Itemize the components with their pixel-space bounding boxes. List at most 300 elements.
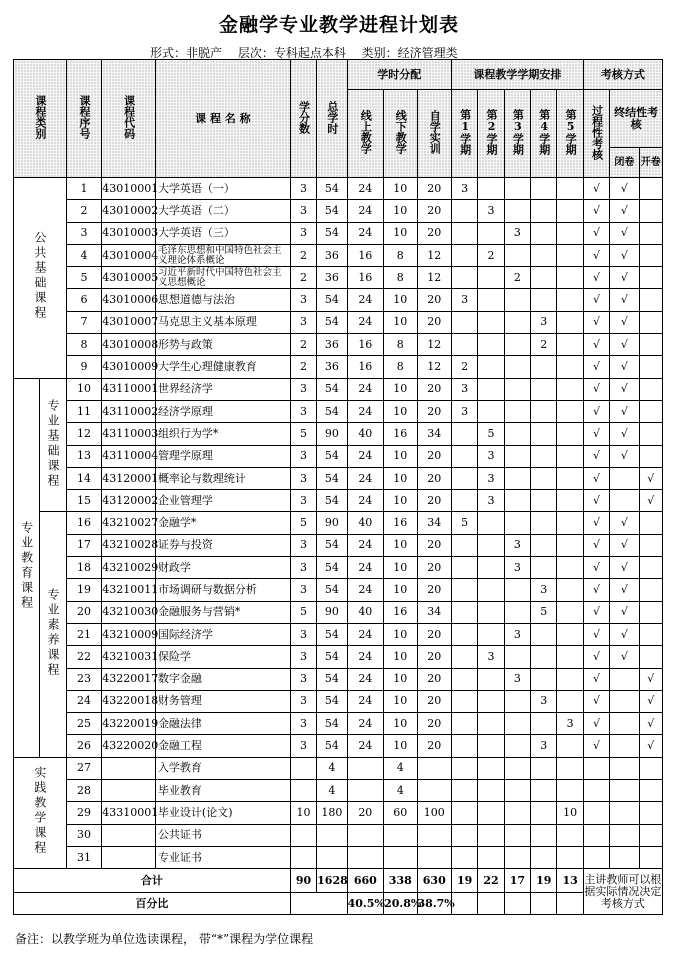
- course-sem3: [504, 690, 530, 712]
- course-sem5: [557, 445, 583, 467]
- course-sem4: [531, 200, 557, 222]
- course-seq: 16: [66, 512, 101, 534]
- course-sem3: [504, 244, 530, 266]
- course-credit: 3: [290, 646, 316, 668]
- course-sem1: [451, 623, 477, 645]
- course-sem5: 3: [557, 713, 583, 735]
- course-online-hours: 24: [347, 557, 384, 579]
- course-code: 43210030: [102, 601, 156, 623]
- course-sem1: [451, 423, 477, 445]
- course-offline-hours: 10: [384, 557, 417, 579]
- course-open-exam: [639, 601, 662, 623]
- course-name: 毕业设计(论文): [155, 802, 290, 824]
- course-sem3: [504, 780, 530, 802]
- course-sem1: [451, 802, 477, 824]
- course-code: 43010004: [102, 244, 156, 266]
- course-seq: 31: [66, 846, 101, 868]
- course-sem5: [557, 311, 583, 333]
- course-sem3: [504, 400, 530, 422]
- course-open-exam: [639, 222, 662, 244]
- course-sem3: [504, 846, 530, 868]
- course-credit: 3: [290, 200, 316, 222]
- course-sem4: [531, 467, 557, 489]
- course-process-exam: [583, 757, 609, 779]
- course-seq: 9: [66, 356, 101, 378]
- course-sem4: [531, 445, 557, 467]
- course-offline-hours: 10: [384, 289, 417, 311]
- course-hours: 54: [317, 646, 347, 668]
- course-name: 证券与投资: [155, 534, 290, 556]
- header-sem3: 第3学期: [504, 90, 530, 178]
- course-name: 财政学: [155, 557, 290, 579]
- course-open-exam: [639, 557, 662, 579]
- course-offline-hours: 10: [384, 713, 417, 735]
- course-closed-exam: [610, 824, 639, 846]
- course-sem4: [531, 780, 557, 802]
- course-process-exam: √: [583, 244, 609, 266]
- header-credits: 学分数: [290, 60, 316, 178]
- table-row: [14, 356, 663, 378]
- course-hours: 54: [317, 579, 347, 601]
- table-row: [14, 512, 663, 534]
- course-name: 国际经济学: [155, 623, 290, 645]
- course-closed-exam: √: [610, 334, 639, 356]
- course-code: 43010003: [102, 222, 156, 244]
- course-sem2: [478, 557, 504, 579]
- course-sem2: [478, 802, 504, 824]
- course-code: 43310001: [102, 802, 156, 824]
- course-sem4: [531, 713, 557, 735]
- course-code: 43210029: [102, 557, 156, 579]
- course-closed-exam: [610, 490, 639, 512]
- course-sem5: [557, 690, 583, 712]
- course-process-exam: √: [583, 668, 609, 690]
- course-hours: 180: [317, 802, 347, 824]
- course-name: 毛泽东思想和中国特色社会主义理论体系概论: [155, 244, 290, 266]
- course-offline-hours: 10: [384, 445, 417, 467]
- course-name: 毕业教育: [155, 780, 290, 802]
- subtitle: 形式：非脱产 层次：专科起点本科 类别：经济管理类: [150, 46, 458, 60]
- course-name: 数字金融: [155, 668, 290, 690]
- course-online-hours: 24: [347, 579, 384, 601]
- course-self-hours: 12: [417, 356, 451, 378]
- course-name: 公共证书: [155, 824, 290, 846]
- course-self-hours: [417, 824, 451, 846]
- course-sem5: [557, 423, 583, 445]
- course-code: 43110001: [102, 378, 156, 400]
- course-sem2: [478, 713, 504, 735]
- course-hours: 90: [317, 512, 347, 534]
- course-online-hours: 24: [347, 400, 384, 422]
- course-sem2: [478, 400, 504, 422]
- course-sem5: [557, 646, 583, 668]
- course-sem1: [451, 311, 477, 333]
- course-closed-exam: √: [610, 579, 639, 601]
- course-process-exam: √: [583, 534, 609, 556]
- course-online-hours: 24: [347, 490, 384, 512]
- course-process-exam: √: [583, 267, 609, 289]
- course-sem3: [504, 200, 530, 222]
- course-seq: 11: [66, 400, 101, 422]
- course-credit: 5: [290, 423, 316, 445]
- course-self-hours: 20: [417, 490, 451, 512]
- course-open-exam: [639, 289, 662, 311]
- course-sem1: 3: [451, 178, 477, 200]
- category-prof-quality-label: 专业素养课程: [46, 588, 61, 679]
- course-hours: 54: [317, 690, 347, 712]
- table-row: [14, 178, 663, 200]
- course-self-hours: 20: [417, 178, 451, 200]
- course-sem1: 2: [451, 356, 477, 378]
- course-code: [102, 757, 156, 779]
- course-sem4: [531, 400, 557, 422]
- course-name: 世界经济学: [155, 378, 290, 400]
- course-process-exam: [583, 780, 609, 802]
- table-row: [14, 378, 663, 400]
- course-sem3: [504, 289, 530, 311]
- course-sem3: [504, 713, 530, 735]
- course-process-exam: √: [583, 467, 609, 489]
- course-credit: 2: [290, 244, 316, 266]
- course-seq: 27: [66, 757, 101, 779]
- course-process-exam: √: [583, 623, 609, 645]
- course-process-exam: √: [583, 601, 609, 623]
- course-closed-exam: √: [610, 289, 639, 311]
- course-credit: [290, 780, 316, 802]
- course-online-hours: 24: [347, 623, 384, 645]
- course-sem2: [478, 378, 504, 400]
- course-sem3: [504, 178, 530, 200]
- course-hours: 54: [317, 200, 347, 222]
- course-sem2: [478, 512, 504, 534]
- percent-sem1-blank: [451, 893, 477, 915]
- course-code: 43110002: [102, 400, 156, 422]
- course-hours: 54: [317, 289, 347, 311]
- course-offline-hours: 4: [384, 757, 417, 779]
- course-name: 大学英语（二）: [155, 200, 290, 222]
- course-self-hours: 20: [417, 713, 451, 735]
- course-hours: [317, 846, 347, 868]
- course-sem2: [478, 311, 504, 333]
- course-sem3: 3: [504, 623, 530, 645]
- course-sem1: [451, 534, 477, 556]
- course-closed-exam: [610, 690, 639, 712]
- course-rows: [14, 178, 663, 915]
- course-name: 组织行为学*: [155, 423, 290, 445]
- course-credit: 3: [290, 668, 316, 690]
- course-sem4: [531, 289, 557, 311]
- course-sem5: [557, 267, 583, 289]
- course-sem5: [557, 467, 583, 489]
- course-code: 43210009: [102, 623, 156, 645]
- course-process-exam: √: [583, 334, 609, 356]
- course-sem1: [451, 646, 477, 668]
- course-sem4: [531, 646, 557, 668]
- course-online-hours: 24: [347, 735, 384, 757]
- course-sem3: [504, 512, 530, 534]
- course-code: 43010007: [102, 311, 156, 333]
- course-process-exam: √: [583, 178, 609, 200]
- course-hours: 90: [317, 423, 347, 445]
- course-hours: 54: [317, 668, 347, 690]
- course-sem2: [478, 690, 504, 712]
- course-online-hours: 16: [347, 356, 384, 378]
- course-sem5: [557, 780, 583, 802]
- course-closed-exam: √: [610, 601, 639, 623]
- course-name: 金融服务与营销*: [155, 601, 290, 623]
- course-open-exam: [639, 244, 662, 266]
- course-self-hours: 20: [417, 378, 451, 400]
- table-row: [14, 200, 663, 222]
- course-offline-hours: 10: [384, 378, 417, 400]
- course-credit: 3: [290, 178, 316, 200]
- course-name: 入学教育: [155, 757, 290, 779]
- course-self-hours: 20: [417, 735, 451, 757]
- course-process-exam: √: [583, 222, 609, 244]
- course-sem5: [557, 512, 583, 534]
- course-sem5: [557, 846, 583, 868]
- course-seq: 30: [66, 824, 101, 846]
- table-row: [14, 713, 663, 735]
- course-self-hours: 20: [417, 467, 451, 489]
- course-sem4: [531, 222, 557, 244]
- course-self-hours: 12: [417, 334, 451, 356]
- table-row: [14, 490, 663, 512]
- table-row: [14, 467, 663, 489]
- course-process-exam: √: [583, 557, 609, 579]
- course-sem1: [451, 780, 477, 802]
- course-sem1: [451, 445, 477, 467]
- course-self-hours: 20: [417, 289, 451, 311]
- course-online-hours: 24: [347, 713, 384, 735]
- course-code: 43010009: [102, 356, 156, 378]
- course-code: 43010005: [102, 267, 156, 289]
- percent-blank: [290, 893, 347, 915]
- course-open-exam: √: [639, 713, 662, 735]
- course-name: 专业证书: [155, 846, 290, 868]
- course-process-exam: √: [583, 490, 609, 512]
- course-online-hours: 24: [347, 200, 384, 222]
- category-practice: [14, 757, 67, 868]
- header-sem1: 第1学期: [451, 90, 477, 178]
- category-prof-basic: [40, 378, 66, 512]
- course-name: 财务管理: [155, 690, 290, 712]
- course-sem4: 3: [531, 311, 557, 333]
- course-sem3: [504, 378, 530, 400]
- category-prof-quality: [40, 512, 66, 757]
- course-credit: 3: [290, 445, 316, 467]
- course-sem5: [557, 334, 583, 356]
- course-open-exam: [639, 512, 662, 534]
- course-self-hours: 20: [417, 311, 451, 333]
- course-sem4: [531, 378, 557, 400]
- course-credit: 3: [290, 735, 316, 757]
- totals-credits: 90: [290, 869, 316, 893]
- course-seq: 29: [66, 802, 101, 824]
- course-offline-hours: [384, 846, 417, 868]
- course-seq: 26: [66, 735, 101, 757]
- course-open-exam: [639, 311, 662, 333]
- percent-row: [14, 893, 663, 915]
- course-name: 概率论与数理统计: [155, 467, 290, 489]
- totals-hours: 1628: [317, 869, 347, 893]
- header-closed: 闭卷: [610, 148, 639, 178]
- course-online-hours: 24: [347, 178, 384, 200]
- course-name: 大学英语（一）: [155, 178, 290, 200]
- table-row: [14, 534, 663, 556]
- course-sem2: [478, 289, 504, 311]
- course-process-exam: √: [583, 356, 609, 378]
- course-credit: 3: [290, 579, 316, 601]
- course-code: 43010008: [102, 334, 156, 356]
- course-offline-hours: 10: [384, 623, 417, 645]
- course-name: 形势与政策: [155, 334, 290, 356]
- course-code: 43010002: [102, 200, 156, 222]
- course-online-hours: 16: [347, 334, 384, 356]
- course-sem3: [504, 824, 530, 846]
- course-credit: 3: [290, 311, 316, 333]
- course-credit: 2: [290, 267, 316, 289]
- page-title: 金融学专业教学进程计划表: [218, 14, 459, 36]
- course-offline-hours: 10: [384, 200, 417, 222]
- table-row: [14, 780, 663, 802]
- course-hours: 54: [317, 713, 347, 735]
- course-offline-hours: 8: [384, 334, 417, 356]
- course-sem5: 10: [557, 802, 583, 824]
- category-professional: [14, 378, 40, 757]
- course-open-exam: [639, 356, 662, 378]
- course-offline-hours: 10: [384, 534, 417, 556]
- course-hours: 36: [317, 356, 347, 378]
- course-credit: 2: [290, 334, 316, 356]
- course-closed-exam: [610, 668, 639, 690]
- course-closed-exam: √: [610, 356, 639, 378]
- course-online-hours: 24: [347, 668, 384, 690]
- course-sem1: 3: [451, 400, 477, 422]
- course-hours: 36: [317, 244, 347, 266]
- course-name: 思想道德与法治: [155, 289, 290, 311]
- header-code: 课程代码: [102, 60, 156, 178]
- course-self-hours: 34: [417, 512, 451, 534]
- header-process: 过程性考核: [583, 90, 609, 178]
- table-row: [14, 646, 663, 668]
- totals-online: 660: [347, 869, 384, 893]
- course-self-hours: [417, 846, 451, 868]
- category-practice-label: 实践教学课程: [32, 766, 47, 857]
- course-closed-exam: [610, 846, 639, 868]
- table-row: [14, 802, 663, 824]
- header-hours-group: 学时分配: [347, 60, 451, 90]
- course-seq: 8: [66, 334, 101, 356]
- course-process-exam: √: [583, 579, 609, 601]
- course-credit: 10: [290, 802, 316, 824]
- course-code: 43120001: [102, 467, 156, 489]
- totals-offline: 338: [384, 869, 417, 893]
- course-name: 金融学*: [155, 512, 290, 534]
- course-credit: [290, 824, 316, 846]
- course-online-hours: 24: [347, 289, 384, 311]
- course-sem4: 3: [531, 690, 557, 712]
- totals-label: 合计: [14, 869, 291, 893]
- course-closed-exam: [610, 735, 639, 757]
- course-seq: 12: [66, 423, 101, 445]
- course-credit: 2: [290, 356, 316, 378]
- course-sem3: [504, 423, 530, 445]
- course-online-hours: 16: [347, 244, 384, 266]
- course-closed-exam: √: [610, 200, 639, 222]
- table-row: [14, 690, 663, 712]
- course-sem5: [557, 222, 583, 244]
- course-hours: 54: [317, 311, 347, 333]
- course-seq: 25: [66, 713, 101, 735]
- course-sem2: [478, 334, 504, 356]
- course-name: 经济学原理: [155, 400, 290, 422]
- course-offline-hours: 10: [384, 735, 417, 757]
- course-name: 企业管理学: [155, 490, 290, 512]
- course-offline-hours: 10: [384, 400, 417, 422]
- course-self-hours: 20: [417, 623, 451, 645]
- course-offline-hours: 60: [384, 802, 417, 824]
- totals-s1: 19: [451, 869, 477, 893]
- category-prof-basic-label: 专业基础课程: [46, 398, 61, 489]
- course-seq: 14: [66, 467, 101, 489]
- course-online-hours: 24: [347, 534, 384, 556]
- course-sem3: [504, 356, 530, 378]
- course-open-exam: [639, 846, 662, 868]
- course-name: 金融工程: [155, 735, 290, 757]
- course-sem1: [451, 601, 477, 623]
- course-process-exam: √: [583, 445, 609, 467]
- course-online-hours: 16: [347, 267, 384, 289]
- course-sem3: [504, 490, 530, 512]
- course-seq: 1: [66, 178, 101, 200]
- course-sem1: [451, 467, 477, 489]
- course-online-hours: 40: [347, 601, 384, 623]
- course-sem1: [451, 735, 477, 757]
- course-sem1: [451, 267, 477, 289]
- course-open-exam: [639, 267, 662, 289]
- course-self-hours: 20: [417, 200, 451, 222]
- course-process-exam: √: [583, 311, 609, 333]
- course-offline-hours: 16: [384, 423, 417, 445]
- percent-sem4-blank: [531, 893, 557, 915]
- course-sem1: [451, 846, 477, 868]
- course-sem4: 2: [531, 334, 557, 356]
- header-name: 课 程 名 称: [155, 60, 290, 178]
- course-self-hours: 20: [417, 400, 451, 422]
- course-hours: 54: [317, 557, 347, 579]
- course-credit: 3: [290, 534, 316, 556]
- course-sem2: 3: [478, 646, 504, 668]
- header-practice: 自学实训: [417, 90, 451, 178]
- course-sem1: 3: [451, 378, 477, 400]
- course-code: 43220019: [102, 713, 156, 735]
- course-open-exam: [639, 445, 662, 467]
- course-online-hours: 24: [347, 467, 384, 489]
- course-sem2: 3: [478, 445, 504, 467]
- course-offline-hours: 10: [384, 646, 417, 668]
- course-offline-hours: 4: [384, 780, 417, 802]
- course-closed-exam: √: [610, 178, 639, 200]
- course-sem4: [531, 824, 557, 846]
- course-sem2: 3: [478, 467, 504, 489]
- course-process-exam: [583, 846, 609, 868]
- course-sem2: 5: [478, 423, 504, 445]
- course-self-hours: [417, 780, 451, 802]
- course-code: [102, 824, 156, 846]
- header-exam-group: 考核方式: [583, 60, 662, 90]
- course-hours: 54: [317, 178, 347, 200]
